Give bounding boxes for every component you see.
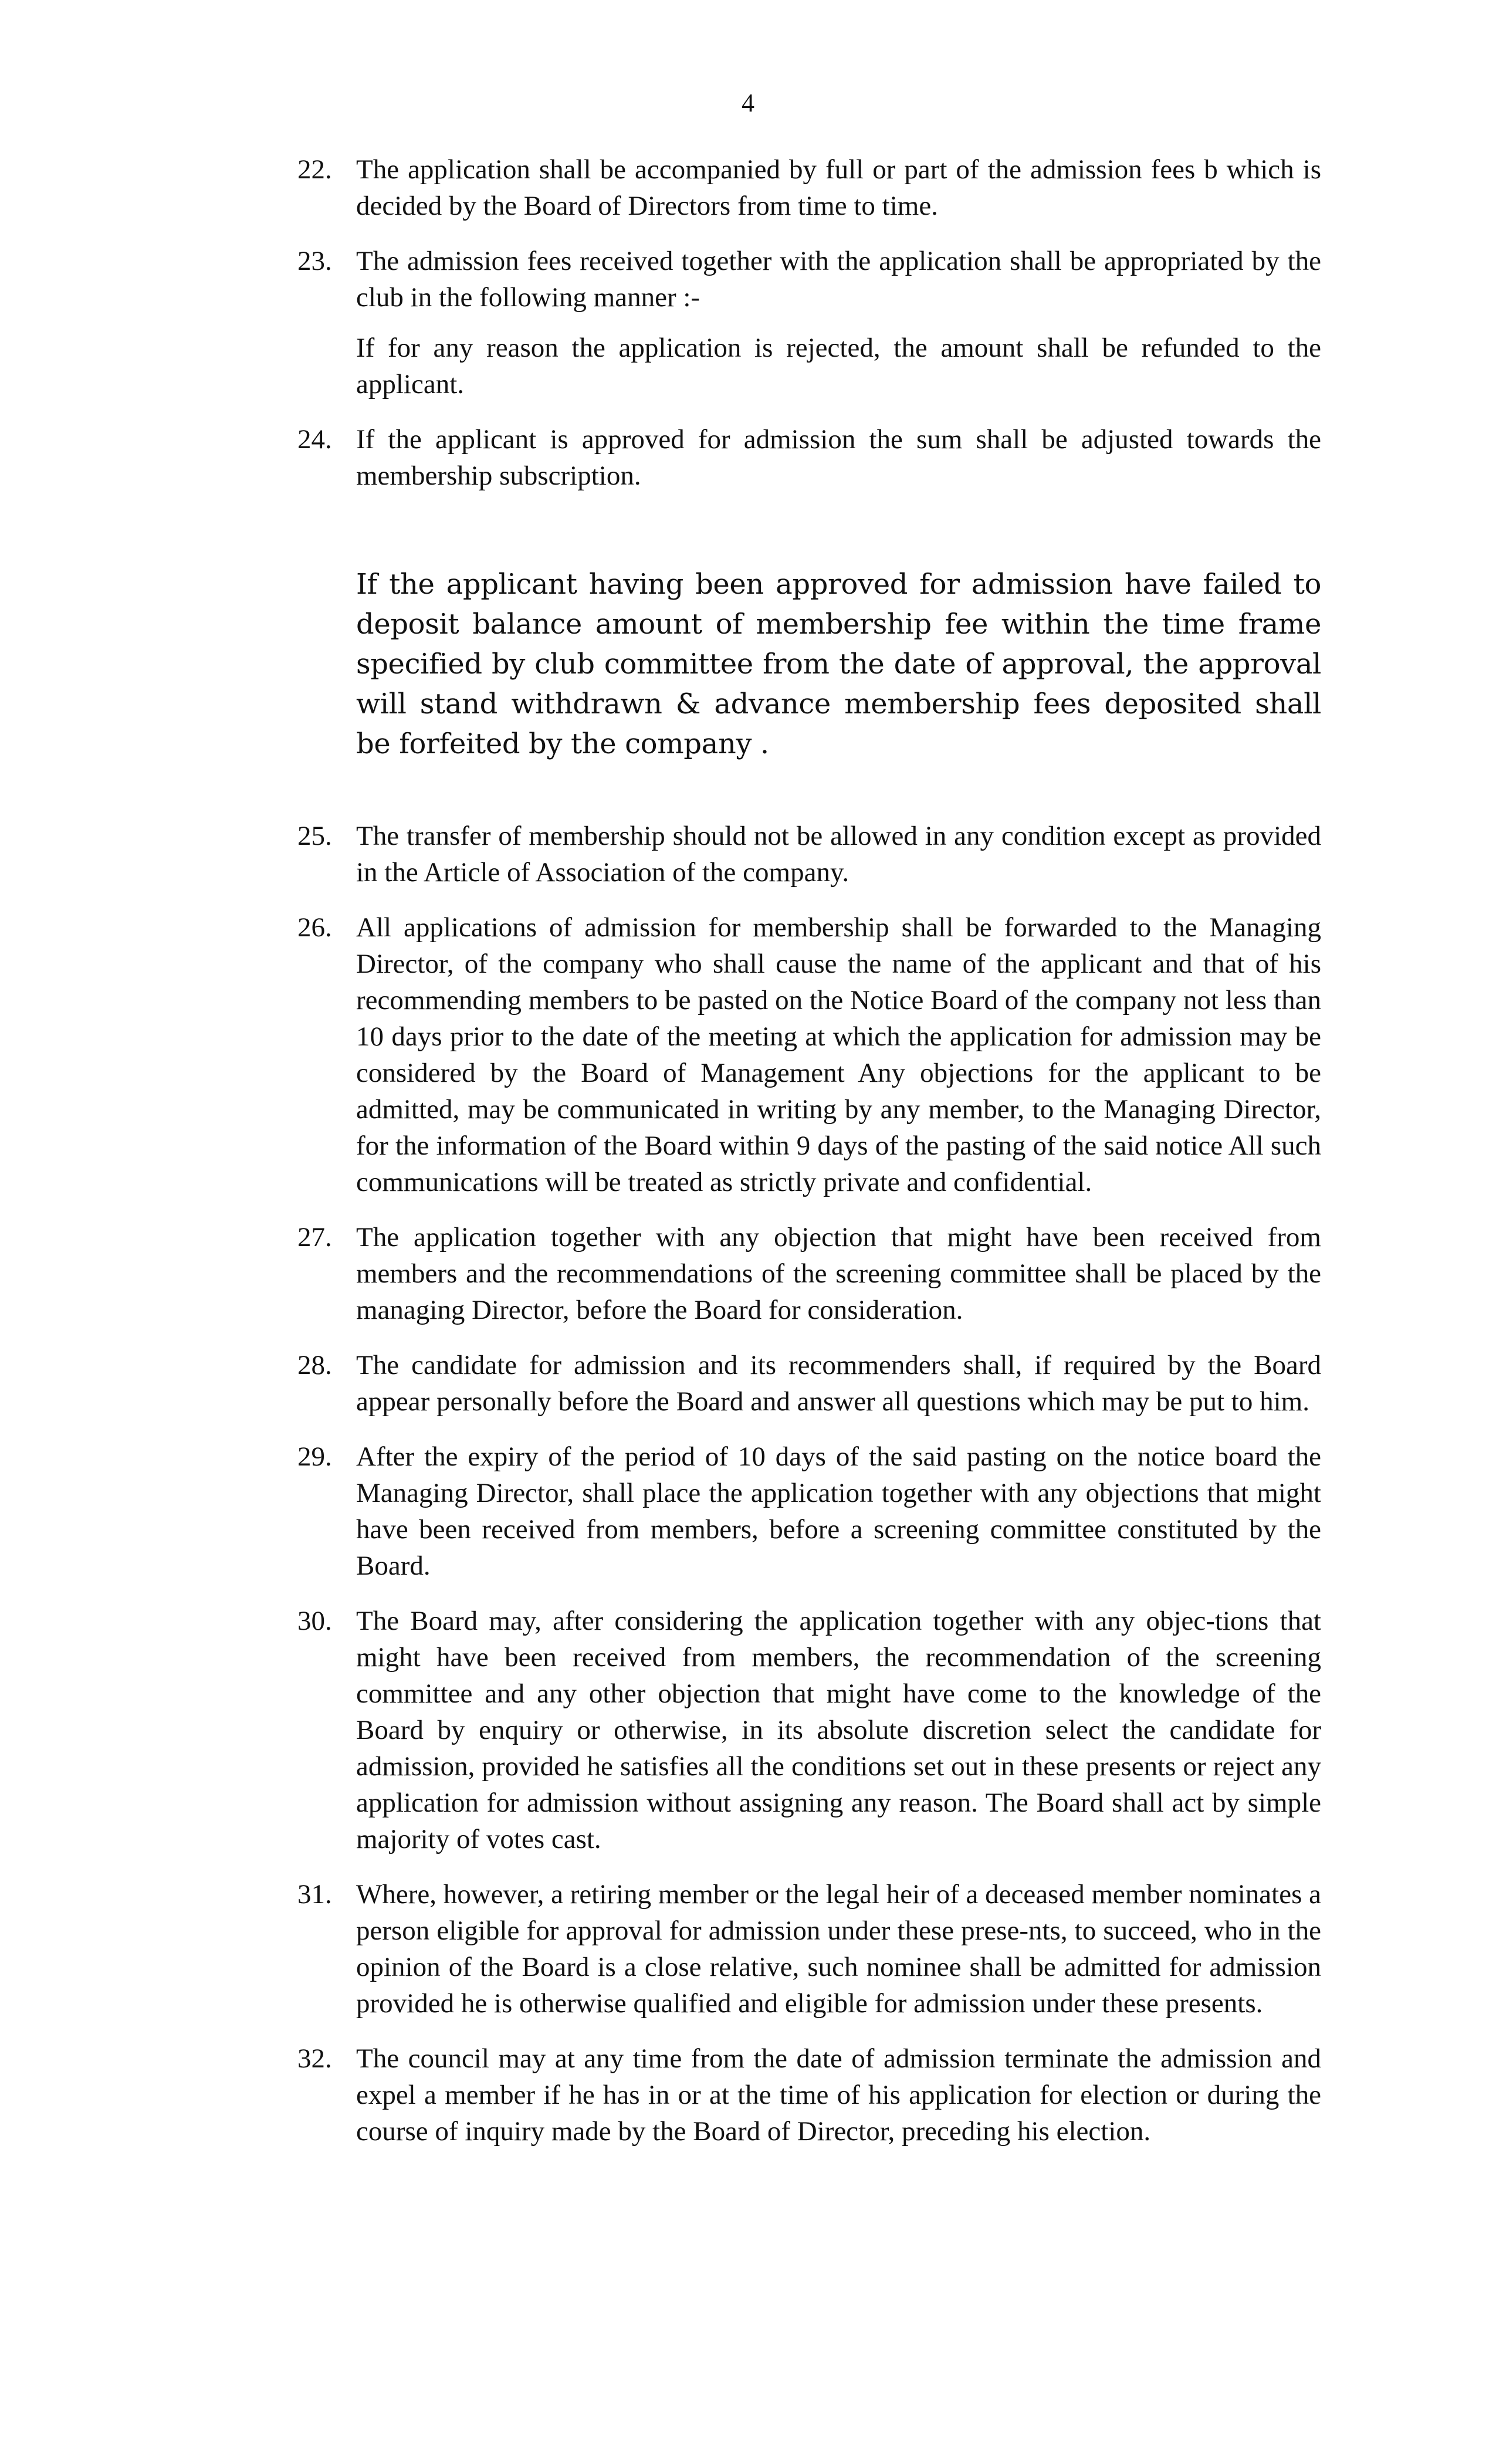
clause-text: The candidate for admission and its recommenders shall, if required by the Board appear personally before the Board and answer all questions which may be put to him. <box>356 1350 1321 1417</box>
clause-text: The application together with any objection that might have been received from members and the recommendations of the screening committee shall be placed by the managing Director, before the Board for consideration. <box>356 1222 1321 1325</box>
clause-text: The Board may, after considering the application together with any objec-tions that might have been received from members, the recommendation of the screening committee and any other objection that might have come to the knowledge of the Board by enquiry or otherwise, in its absolute discretion select the candidate for admission, provided he satisfies all the conditions set out in these presents or reject any application for admission without assigning any reason. The Board shall act by simple majority of votes cast. <box>356 1606 1321 1854</box>
inserted-paragraph: If the applicant having been approved for admission have failed to deposit balance amount of membership fee within the time frame specified by club committee from the date of approval, the approval will stand withdrawn & advance membership fees deposited shall be forfeited by the company . <box>356 568 1321 760</box>
clause-text: The admission fees received together with the application shall be appropriated by the club in the following manner :- <box>356 246 1321 313</box>
clause-text: Where, however, a retiring member or the legal heir of a deceased member nominates a person eligible for approval for admission under these prese-nts, to succeed, who in the opinion of the Board is a close relative, such nominee shall be admitted for admission provided he is otherwise qualified and eligible for admission under these presents. <box>356 1879 1321 2019</box>
clause-27 <box>297 1219 1321 1328</box>
clause-32 <box>297 2040 1321 2150</box>
clause-25 <box>297 818 1321 891</box>
clause-23 <box>297 243 1321 316</box>
clause-number: 26. <box>297 912 332 943</box>
clause-text: After the expiry of the period of 10 days of the said pasting on the notice board the Managing Director, shall place the application together with any objections that might have been received from members, before a screening committee constituted by the Board. <box>356 1441 1321 1581</box>
clause-text: If the applicant is approved for admission the sum shall be adjusted towards the membership subscription. <box>356 424 1321 491</box>
clause-text: The application shall be accompanied by full or part of the admission fees b which is decided by the Board of Directors from time to time. <box>356 154 1321 221</box>
clause-number: 22. <box>297 154 332 185</box>
clause-number: 24. <box>297 424 332 455</box>
clause-24 <box>297 421 1321 494</box>
document-body <box>297 151 1321 2168</box>
page-number: 4 <box>742 89 754 117</box>
clause-28 <box>297 1347 1321 1420</box>
clause-text: All applications of admission for membership shall be forwarded to the Managing Director, of the company who shall cause the name of the applicant and that of his recommending members to be pasted on the Notice Board of the company not less than 10 days prior to the date of the meeting at which the application for admission may be considered by the Board of Management Any objections for the applicant to be admitted, may be communicated in writing by any member, to the Managing Director, for the information of the Board within 9 days of the pasting of the said notice All such communications will be treated as strictly private and confidential. <box>356 912 1321 1197</box>
clause-number: 29. <box>297 1441 332 1472</box>
clause-number: 28. <box>297 1350 332 1380</box>
clause-22 <box>297 151 1321 224</box>
clause-number: 31. <box>297 1879 332 1910</box>
clause-text: The council may at any time from the date of admission terminate the admission and expel a member if he has in or at the time of his application for election or during the course of inquiry made by the Board of Director, preceding his election. <box>356 2043 1321 2147</box>
clause-number: 23. <box>297 246 332 276</box>
clause-number: 32. <box>297 2043 332 2074</box>
clause-29 <box>297 1439 1321 1584</box>
clause-number: 30. <box>297 1606 332 1636</box>
clause-30 <box>297 1603 1321 1857</box>
clause-31 <box>297 1876 1321 2022</box>
clause-text: The transfer of membership should not be allowed in any condition except as provided in the Article of Association of the company. <box>356 821 1321 888</box>
clause-26 <box>297 909 1321 1200</box>
clause-number: 27. <box>297 1222 332 1253</box>
clause-23-subparagraph: If for any reason the application is rejected, the amount shall be refunded to the applicant. <box>356 333 1321 400</box>
clause-number: 25. <box>297 821 332 851</box>
